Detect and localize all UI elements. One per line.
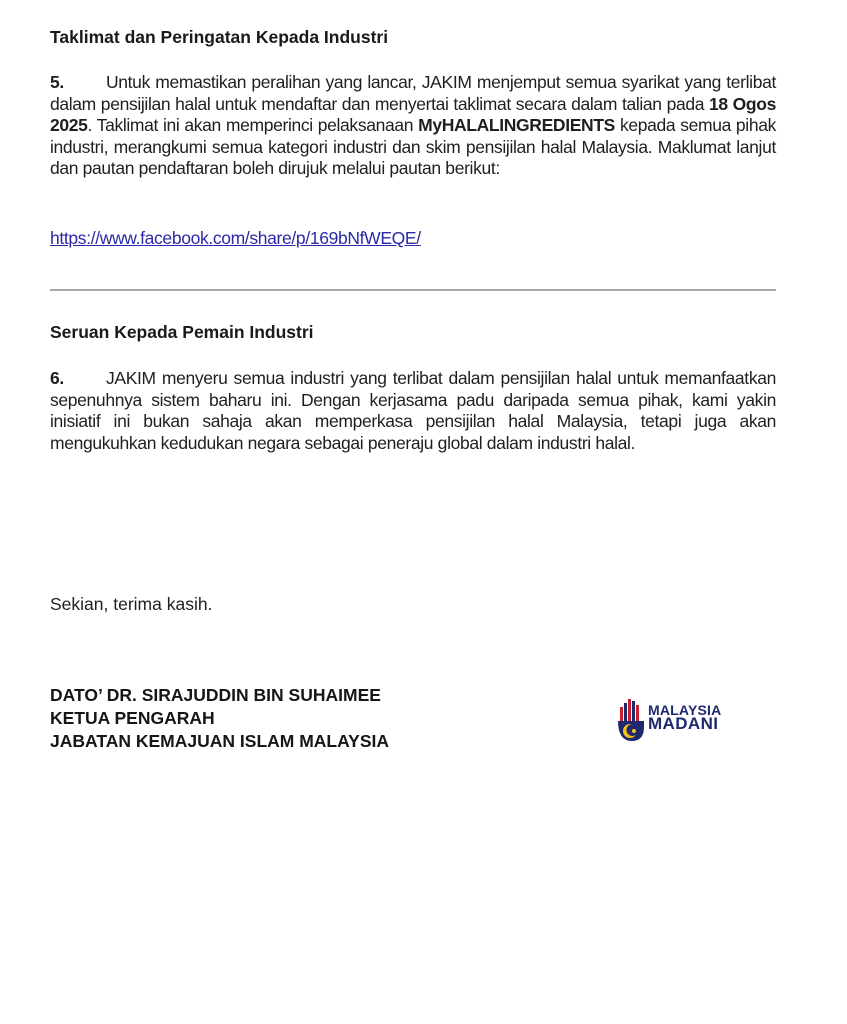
closing-remark: Sekian, terima kasih. (50, 594, 213, 614)
signature-block (50, 684, 389, 753)
paragraph-5 (50, 72, 776, 180)
signatory-title: KETUA PENGARAH (50, 708, 215, 728)
section-heading-call-to-industry: Seruan Kepada Pemain Industri (50, 322, 314, 342)
paragraph-text: . Taklimat ini akan memperinci pelaksanaan (87, 115, 419, 135)
paragraph-number: 6. (50, 368, 64, 388)
paragraph-text: Untuk memastikan peralihan yang lancar, JAKIM menjemput semua syarikat yang terlibat dalam pensijilan halal untuk mendaftar dan menyertai taklimat secara dalam talian pada (50, 72, 776, 114)
paragraph-text: JAKIM menyeru semua industri yang terlibat dalam pensijilan halal untuk memanfaatkan sepenuhnya sistem baharu ini. Dengan kerjasama padu daripada semua pihak, kami yakin inisiatif ini bukan sahaja akan memperkasa pensijilan halal Malaysia, tetapi juga akan mengukuhkan kedudukan negara sebagai peneraju global dalam industri halal. (50, 368, 776, 453)
paragraph-number: 5. (50, 72, 64, 92)
paragraph-text: kepada semua pihak industri, merangkumi semua kategori industri dan skim pensijilan halal Malaysia. Maklumat lanjut dan pautan pendaftaran boleh dirujuk melalui pautan berikut: (50, 115, 776, 178)
section-heading-briefing: Taklimat dan Peringatan Kepada Industri (50, 27, 389, 47)
logo-line-1: MALAYSIA (648, 702, 722, 718)
logo-line-2: MADANI (648, 714, 719, 733)
system-name: MyHALALINGREDIENTS (418, 115, 615, 135)
signatory-organization: JABATAN KEMAJUAN ISLAM MALAYSIA (50, 731, 389, 751)
briefing-date: 18 Ogos 2025 (50, 93, 776, 135)
signatory-name: DATO’ DR. SIRAJUDDIN BIN SUHAIMEE (50, 685, 381, 705)
registration-link[interactable]: https://www.facebook.com/share/p/169bNfWEQE/ (50, 228, 421, 248)
paragraph-6 (50, 368, 776, 454)
madani-hand-icon (616, 697, 648, 745)
logo-wordmark (648, 703, 721, 731)
malaysia-madani-logo (616, 697, 746, 745)
section-divider (50, 289, 776, 291)
